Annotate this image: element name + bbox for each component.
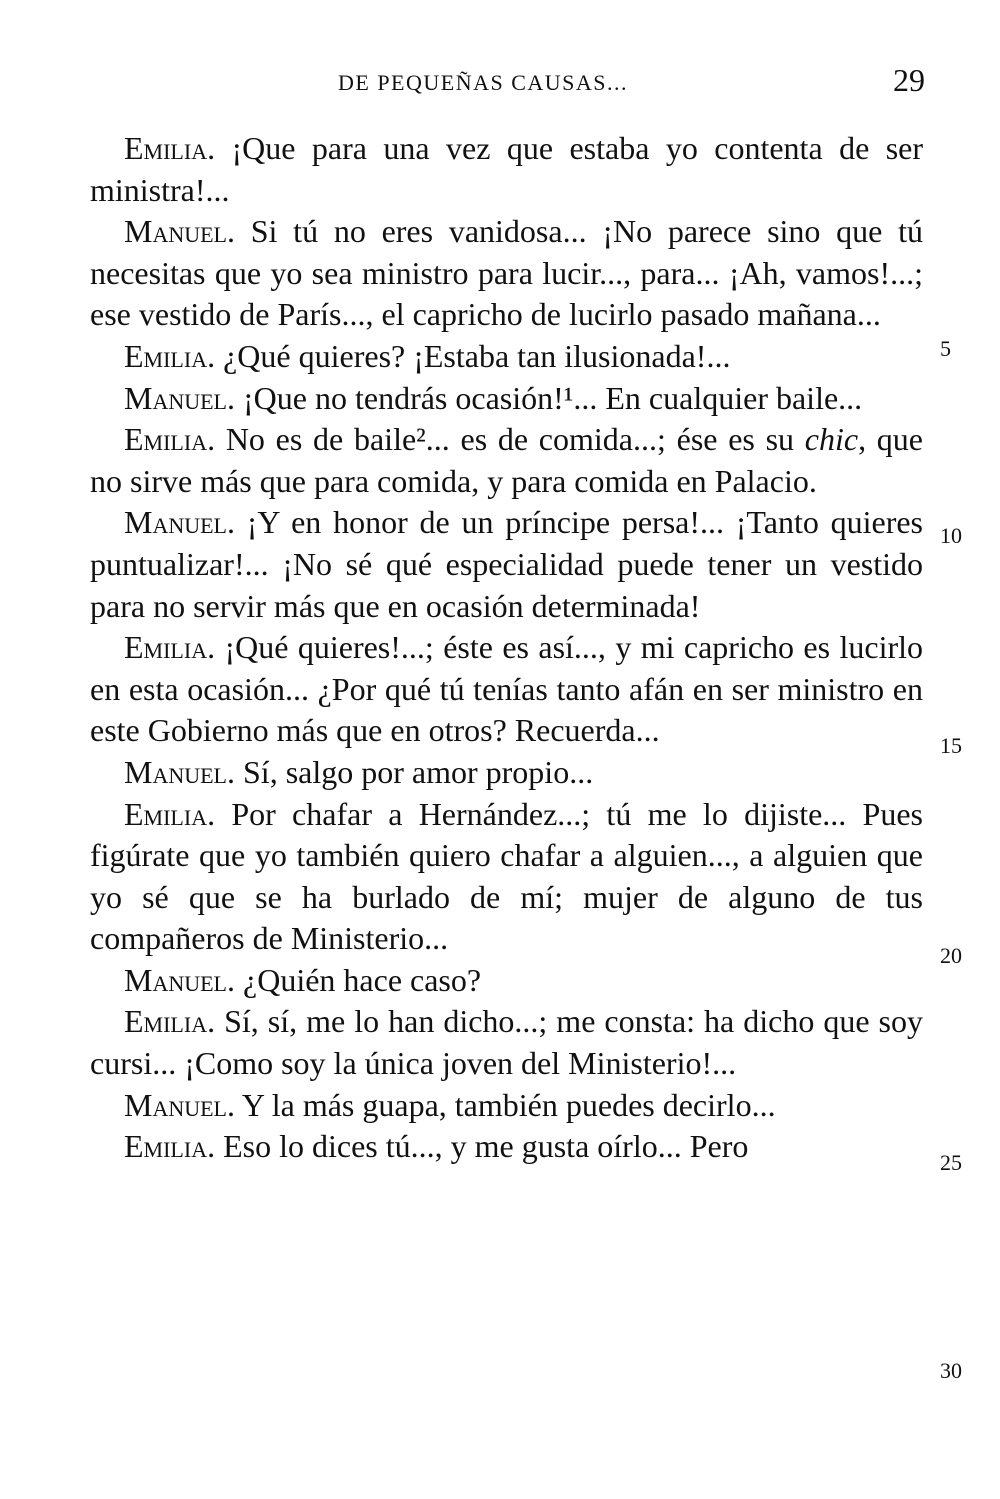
line-text: Eso lo dices tú..., y me gusta oírlo... Pero [215, 1128, 749, 1165]
speaker-name: Emilia. [124, 795, 216, 832]
speaker-name: Emilia. [124, 1128, 216, 1165]
speaker-name: Emilia. [124, 130, 216, 166]
line-text: Sí, sí, me lo han dicho...; me consta: ha dicho que soy cursi... ¡Como soy la única joven del Ministerio!... [90, 1003, 923, 1082]
dialogue-line [90, 794, 923, 960]
speaker-name: Emilia. [124, 337, 216, 374]
running-title: DE PEQUEÑAS CAUSAS... [338, 70, 629, 95]
dialogue-line [90, 1085, 923, 1127]
dialogue-line [90, 627, 923, 752]
dialogue-text [90, 128, 923, 1168]
dialogue-line [90, 378, 923, 420]
speaker-name: Emilia. [124, 421, 216, 458]
dialogue-line [90, 128, 923, 211]
line-text: Sí, salgo por amor propio... [235, 753, 594, 790]
line-number: 15 [940, 733, 962, 758]
line-text: No es de baile²... es de comida...; ése es su [215, 421, 805, 458]
line-text: Si tú no eres vanidosa... ¡No parece sino que tú necesitas que yo sea ministro para lucir..., para... ¡Ah, vamos!...; ese vestido de París..., el capricho de lucirlo pasado mañana... [90, 213, 923, 333]
line-number: 10 [940, 523, 962, 548]
line-text: , que no sirve más que para comida, y para comida en Palacio. [90, 421, 924, 499]
line-text: ¡Y en honor de un príncipe persa!... ¡Tanto quieres puntualizar!... ¡No sé qué especialidad puede tener un vestido para no servir más que en ocasión determinada! [90, 504, 923, 624]
italic-word: chic [804, 421, 859, 458]
dialogue-line [90, 1126, 923, 1168]
line-number: 30 [940, 1358, 962, 1383]
line-number: 5 [940, 336, 951, 361]
speaker-name: Manuel. [124, 504, 235, 541]
line-number: 20 [940, 943, 962, 968]
dialogue-line [90, 960, 923, 1002]
dialogue-line [90, 211, 923, 336]
line-text: ¡Qué quieres!...; éste es así..., y mi capricho es lucirlo en esta ocasión... ¿Por qué tú tenías tanto afán en ser ministro en este Gobierno más que en otros? Recuerda... [90, 629, 923, 749]
line-text: Por chafar a Hernández...; tú me lo dijiste... Pues figúrate que yo también quiero chafar a alguien..., a alguien que yo sé que se ha burlado de mí; mujer de alguno de tus compañeros de Ministerio... [90, 795, 923, 957]
dialogue-line [90, 502, 923, 627]
page-number: 29 [893, 62, 925, 98]
line-text: ¿Qué quieres? ¡Estaba tan ilusionada!... [215, 337, 731, 374]
dialogue-line [90, 752, 923, 794]
dialogue-line [90, 336, 923, 378]
dialogue-line [90, 419, 923, 502]
speaker-name: Manuel. [124, 213, 235, 250]
speaker-name: Manuel. [124, 1086, 235, 1123]
line-text: ¿Quién hace caso? [235, 961, 482, 998]
speaker-name: Manuel. [124, 379, 235, 416]
speaker-name: Manuel. [124, 961, 235, 998]
line-text: ¡Que para una vez que estaba yo contenta de ser ministra!... [90, 130, 923, 208]
line-text: Y la más guapa, también puedes decirlo... [235, 1086, 776, 1123]
line-text: ¡Que no tendrás ocasión!¹... En cualquier baile... [235, 379, 863, 416]
dialogue-line [90, 1001, 923, 1084]
speaker-name: Emilia. [124, 629, 216, 666]
line-number: 25 [940, 1150, 962, 1175]
page-header [0, 62, 1000, 102]
speaker-name: Manuel. [124, 753, 235, 790]
speaker-name: Emilia. [124, 1003, 216, 1040]
